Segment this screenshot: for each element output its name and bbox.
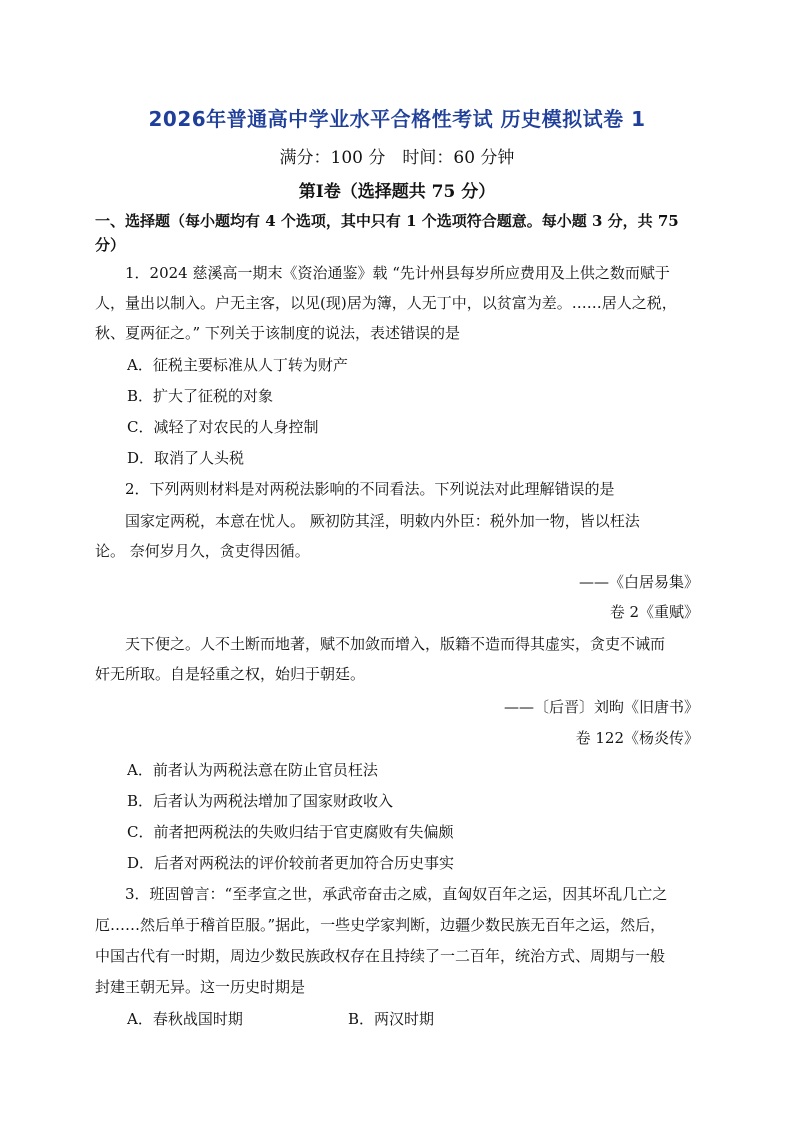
q3-stem-line4: 封建王朝无异。这一历史时期是 [95,978,306,996]
q2-material1-source-volume: 卷 2《重赋》 [609,603,699,621]
volume-heading: 第Ⅰ卷（选择题共 75 分） [298,182,496,202]
q2-material1-line2: 论。 奈何岁月久，贪吏得因循。 [95,542,310,560]
exam-score-time: 满分：100 分 时间：60 分钟 [279,148,515,168]
q2-material2-line2: 奸无所取。自是轻重之权，始归于朝廷。 [95,665,366,683]
q1-option-a: A．征税主要标准从人丁转为财产 [127,356,348,374]
section-heading-line2: 分） [95,236,126,254]
exam-title: 2026年普通高中学业水平合格性考试 历史模拟试卷 1 [148,107,646,131]
q2-option-c: C．前者把两税法的失败归结于官吏腐败有失偏颇 [127,823,454,841]
q1-stem-line1: 1．2024 慈溪高一期末《资治通鉴》载 “先计州县每岁所应费用及上供之数而赋于 [125,264,670,282]
q3-stem-line1: 3．班固曾言：“至孝宣之世，承武帝奋击之威，直匈奴百年之运，因其坏乱几亡之 [125,885,668,903]
q1-stem-line2: 人，量出以制入。户无主客，以见(现)居为簿，人无丁中，以贫富为差。……居人之税， [95,294,677,312]
q2-material2-source-volume: 卷 122《杨炎传》 [575,729,699,747]
q1-option-c: C．减轻了对农民的人身控制 [127,418,319,436]
q3-option-b: B．两汉时期 [348,1010,435,1028]
q3-option-a: A．春秋战国时期 [127,1010,243,1028]
q1-option-b: B．扩大了征税的对象 [127,387,274,405]
section-heading-line1: 一、选择题（每小题均有 4 个选项，其中只有 1 个选项符合题意。每小题 3 分，共 75 [95,212,679,230]
q1-stem-line3: 秋、夏两征之。” 下列关于该制度的说法，表述错误的是 [95,324,460,342]
q2-material2-source: ——〔后晋〕刘昫《旧唐书》 [503,698,699,716]
q2-stem: 2．下列两则材料是对两税法影响的不同看法。下列说法对此理解错误的是 [125,480,615,498]
q3-stem-line3: 中国古代有一时期，周边少数民族政权存在且持续了一二百年，统治方式、周期与一般 [95,947,666,965]
q2-material1-source: ——《白居易集》 [578,573,699,591]
q2-option-d: D．后者对两税法的评价较前者更加符合历史事实 [127,854,455,872]
q2-option-b: B．后者认为两税法增加了国家财政收入 [127,792,394,810]
q1-option-d: D．取消了人头税 [127,449,245,467]
q2-material2-line1: 天下便之。人不土断而地著，赋不加敛而增入，版籍不造而得其虚实，贪吏不诫而 [125,635,666,653]
q2-option-a: A．前者认为两税法意在防止官员枉法 [127,761,378,779]
q2-material1-line1: 国家定两税，本意在忧人。 厥初防其淫，明敕内外臣：税外加一物，皆以枉法 [125,512,640,530]
q3-stem-line2: 厄……然后单于稽首臣服。”据此，一些史学家判断，边疆少数民族无百年之运，然后， [95,916,666,934]
